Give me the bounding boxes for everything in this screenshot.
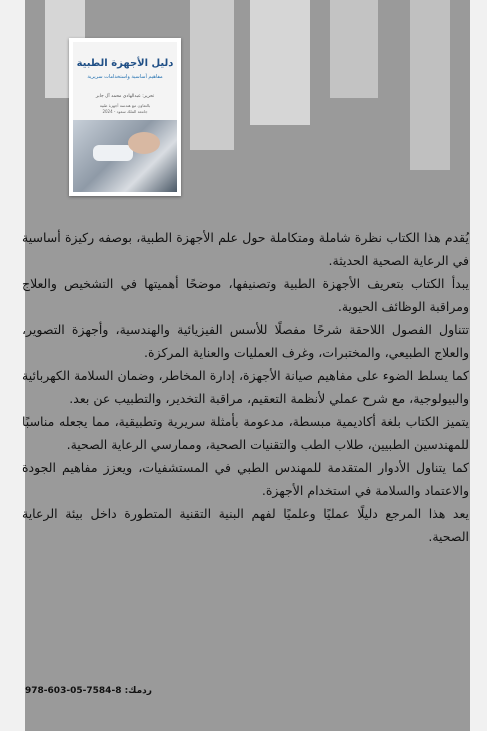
book-affiliation: بالتعاون مع هندسة أجهزة طبية: [99, 103, 151, 108]
book-cover-inner: [73, 42, 177, 192]
decor-block: [330, 0, 378, 98]
description-text: [22, 226, 469, 548]
book-author: تحرير: عبدالهادي محمد آل جابر: [95, 94, 155, 99]
book-cover-thumbnail: [69, 38, 181, 196]
paragraph: كما يتناول الأدوار المتقدمة للمهندس الطبي في المستشفيات، ويعزز مفاهيم الجودة والاعتماد والسلامة في استخدام الأجهزة.: [22, 460, 469, 498]
medical-device-image: [93, 145, 133, 161]
decor-strip: [470, 0, 487, 731]
decor-block: [410, 0, 450, 170]
paragraph: كما يسلط الضوء على مفاهيم صيانة الأجهزة، إدارة المخاطر، وضمان السلامة الكهربائية والبيولوجية، مع شرح عملي لأنظمة التعقيم، مراقبة التخدير، والتطبيب عن بعد.: [22, 368, 469, 406]
paragraph: يعد هذا المرجع دليلًا عمليًا وعلميًا لفهم البنية التقنية المتطورة داخل بيئة الرعاية الصحية.: [22, 506, 469, 544]
decor-block: [190, 0, 234, 150]
paragraph: يُقدم هذا الكتاب نظرة شاملة ومتكاملة حول علم الأجهزة الطبية، بوصفه ركيزة أساسية في الرعاية الصحية الحديثة.: [22, 230, 469, 268]
isbn-label: ردمك: 8-7584-05-603-978: [25, 686, 152, 696]
paragraph: تتناول الفصول اللاحقة شرحًا مفصلًا للأسس الفيزيائية والهندسية، وأجهزة التصوير، والعلاج الطبيعي، والمختبرات، وغرف العمليات والعناية المركزة.: [22, 322, 469, 360]
cover-photo: [73, 120, 177, 192]
book-affiliation: جامعة الملك سعود - 2024: [102, 109, 148, 114]
decor-block: [250, 0, 310, 125]
hand-image: [128, 132, 160, 154]
book-title: دليل الأجهزة الطبية: [76, 58, 174, 69]
paragraph: يبدأ الكتاب بتعريف الأجهزة الطبية وتصنيفها، موضحًا أهميتها في التشخيص والعلاج ومراقبة الوظائف الحيوية.: [22, 276, 469, 314]
book-subtitle: مفاهيم أساسية واستخدامات سريرية: [87, 74, 163, 80]
paragraph: يتميز الكتاب بلغة أكاديمية مبسطة، مدعومة بأمثلة سريرية وتطبيقية، مما يجعله مناسبًا للمهندسين الطبيين، طلاب الطب والتقنيات الصحية، وممارسي الرعاية الصحية.: [22, 414, 469, 452]
